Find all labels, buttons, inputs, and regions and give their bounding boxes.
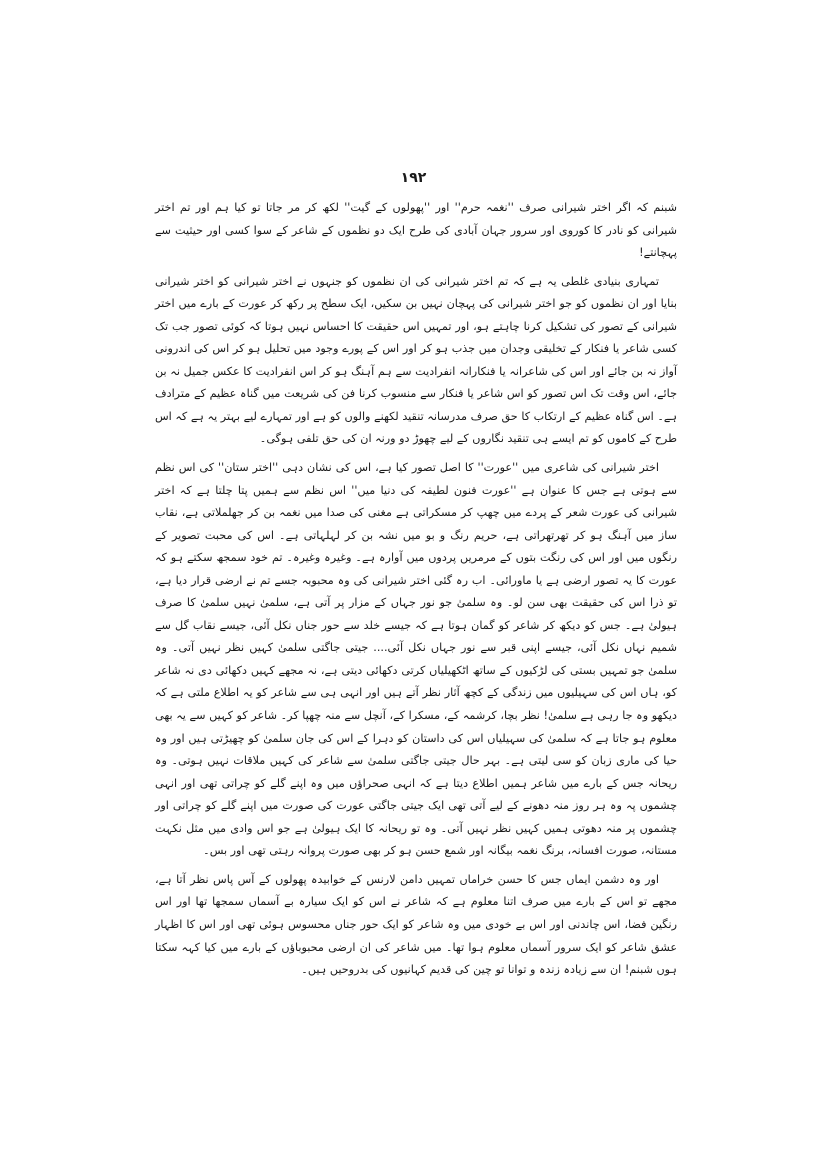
paragraph-2: تمہاری بنیادی غلطی یہ ہے کہ تم اختر شیرانی کی ان نظموں کو جنہوں نے اختر شیرانی کو اختر شیرانی بنایا اور ان نظموں کو جو اختر شیرانی کی پہچان نہیں بن سکیں، ایک سطح پر رکھ کر عورت کے بارے میں اختر شیرانی کے تصور کی تشکیل کرنا چاہتے ہو، اور تمہیں اس حقیقت کا احساس نہیں ہوتا کہ کوئی تصور جب تک کسی شاعر یا فنکار کے تخلیقی وجدان میں جذب ہو کر اور اس کے پورے وجود میں تحلیل ہو کر اس کی اندرونی آواز نہ بن جائے اور اس کی شاعرانہ یا فنکارانہ انفرادیت سے ہم آہنگ ہو کر اس انفرادیت کا عکس جمیل نہ بن جائے، اس وقت تک اس تصور کو اس شاعر یا فنکار سے منسوب کرنا فن کی شریعت میں گناہ عظیم کے مترادف ہے۔ اس گناہ عظیم کے ارتکاب کا حق صرف مدرسانہ تنقید لکھنے والوں کو ہے اور تمہارے لیے بہتر یہ ہے کہ اس طرح کے کاموں کو تم ایسے ہی تنقید نگاروں کے لیے چھوڑ دو ورنہ ان کی حق تلفی ہوگی۔	[155, 274, 677, 446]
body-text	[155, 197, 677, 988]
page-number: ۱۹۲	[400, 170, 427, 186]
paragraph-4: اور وہ دشمن ایماں جس کا حسن خراماں تمہیں دامن لارنس کے خوابیدہ پھولوں کے آس پاس نظر آتا ہے، مجھے تو اس کے بارے میں صرف اتنا معلوم ہے کہ شاعر نے اس کو ایک سیارہ بے آسماں سمجھا تھا اور اس رنگین فضا، اس چاندنی اور اس بے خودی میں وہ شاعر کو ایک حور جناں محسوس ہوئی تھی اور اس کا اظہار عشق شاعر کو ایک سرور آسماں معلوم ہوا تھا۔ میں شاعر کی ان ارضی محبوباؤں کے بارے میں کیا کہہ سکتا ہوں شبنم! ان سے زیادہ زندہ و توانا تو چین کی قدیم کہانیوں کی بدروحیں ہیں۔	[155, 872, 677, 977]
paragraph-3: اختر شیرانی کی شاعری میں ''عورت'' کا اصل تصور کیا ہے، اس کی نشان دہی ''اختر ستان'' کی اس نظم سے ہوتی ہے جس کا عنوان ہے ''عورت فنون لطیفہ کی دنیا میں'' اس نظم سے ہمیں پتا چلتا ہے کہ اختر شیرانی کی عورت شعر کے پردے میں چھپ کر مسکراتی ہے مغنی کی صدا میں نغمہ بن کر جھلملاتی ہے، نقاب ساز میں آہنگ ہو کر تھرتھراتی ہے، حریم رنگ و بو میں نشہ بن کر لہلہاتی ہے۔ اس کی محبت تصویر کے رنگوں میں اور اس کی رنگت بتوں کے مرمریں پردوں میں آوارہ ہے۔ وغیرہ وغیرہ۔ تم خود سمجھ سکتے ہو کہ عورت کا یہ تصور ارضی ہے یا ماورائی۔ اب رہ گئی اختر شیرانی کی وہ محبوبہ جسے تم نے ارضی قرار دیا ہے، تو ذرا اس کی حقیقت بھی سن لو۔ وہ سلمیٰ جو نور جہاں کے مزار پر آتی ہے، سلمیٰ نہیں سلمیٰ کا صرف ہیولیٰ ہے۔ جس کو دیکھ کر شاعر کو گمان ہوتا ہے کہ جیسے خلد سے حور جناں نکل آئی، جیسے نقاب گل سے شمیم نہاں نکل آئی، جیسے اپنی قبر سے نور جہاں نکل آئی.... جیتی جاگتی سلمیٰ کہیں نظر نہیں آتی۔ وہ سلمیٰ جو تمہیں بستی کی لڑکیوں کے ساتھ اٹکھیلیاں کرتی دکھائی دیتی ہے، نہ مجھے کہیں دکھائی دی نہ شاعر کو، ہاں اس کی سہیلیوں میں زندگی کے کچھ آثار نظر آتے ہیں اور انہی ہی سے شاعر کو یہ اطلاع ملتی ہے کہ دیکھو وہ جا رہی ہے سلمیٰ! نظر بچا، کرشمہ کے، مسکرا کے، آنچل سے منہ چھپا کر۔ شاعر کو کہیں سے یہ بھی معلوم ہو جاتا ہے کہ سلمیٰ کی سہیلیاں اس کی داستان کو دہرا کے اس کی جان سلمیٰ کو چھیڑتی ہیں اور وہ حیا کی ماری زبان کو سی لیتی ہے۔ بہر حال جیتی جاگتی سلمیٰ سے شاعر کی کہیں ملاقات نہیں ہوتی۔ وہ ریحانہ جس کے بارے میں شاعر ہمیں اطلاع دیتا ہے کہ انہی صحراؤں میں وہ اپنے گلے کو چراتی تھی اور انہی چشموں پہ وہ ہر روز منہ دھونے کے لیے آتی تھی ایک جیتی جاگتی عورت کی صورت میں اپنے گلے کو چراتی اور چشموں پر منہ دھوتی ہمیں کہیں نظر نہیں آتی۔ وہ تو ریحانہ کا ایک ہیولیٰ ہے جو اس وادی میں مثل نکہت مستانہ، صورت افسانہ، برنگ نغمہ بیگانہ اور شمع حسن ہو کر بھی صورت پروانہ رہتی تھی اور بس۔	[155, 461, 677, 858]
paragraph-1: شبنم کہ اگر اختر شیرانی صرف ''نغمہ حرم'' اور ''پھولوں کے گیت'' لکھ کر مر جاتا تو کیا ہم اور تم اختر شیرانی کو نادر کا کوروی اور سرور جہان آبادی کی طرح ایک دو نظموں کے شاعر کے سوا کسی اور حیثیت سے پہچانتے!	[155, 201, 677, 260]
